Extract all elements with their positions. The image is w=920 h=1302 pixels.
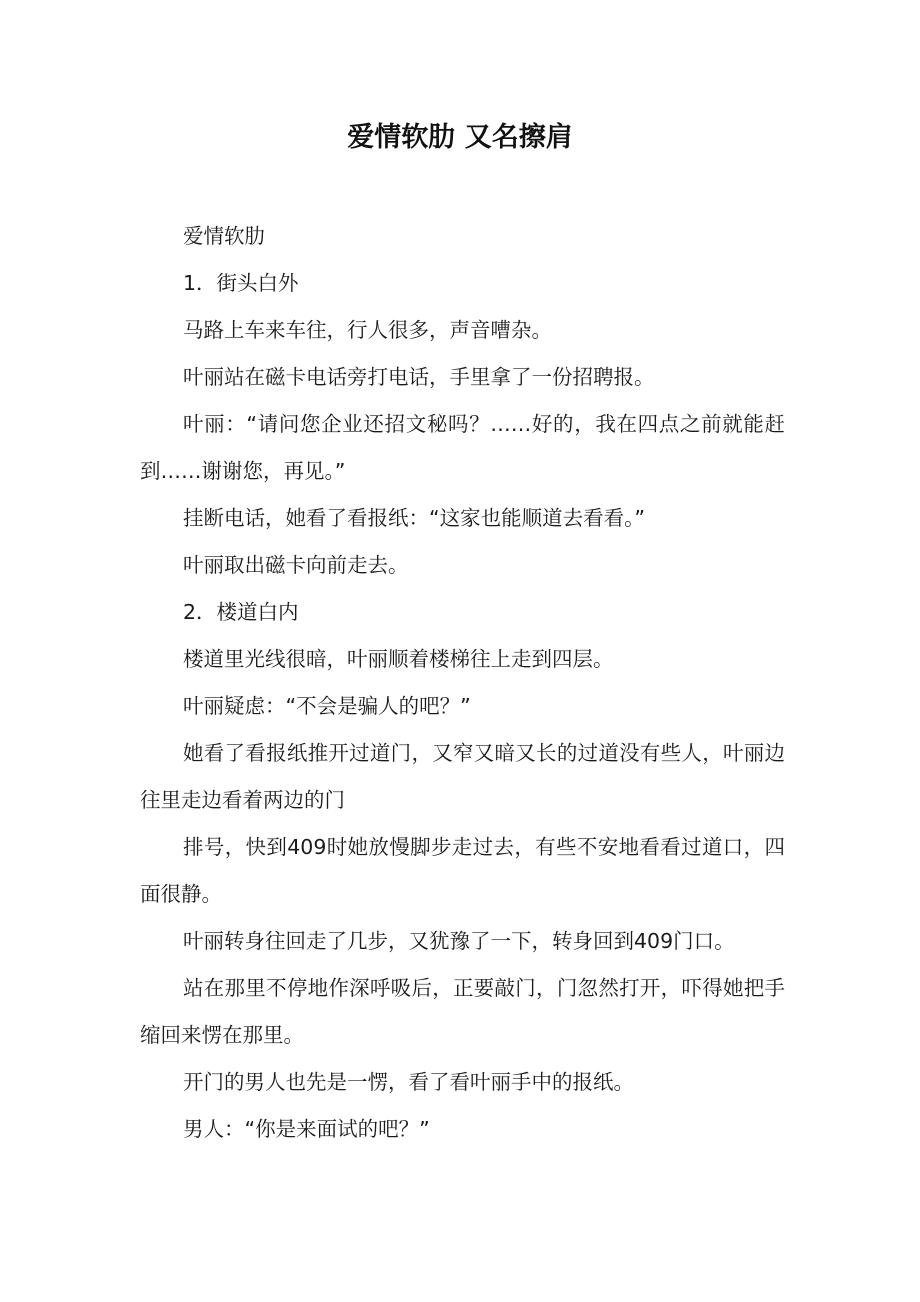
paragraph: 挂断电话，她看了看报纸：“这家也能顺道去看看。” (183, 506, 645, 530)
paragraph: 叶丽疑虑：“不会是骗人的吧？” (183, 694, 471, 718)
paragraph-scene-1-heading: 1．街头白外 (183, 271, 299, 295)
paragraph: 站在那里不停地作深呼吸后，正要敲门，门忽然打开，吓得她把手缩回来愣在那里。 (140, 976, 785, 1047)
paragraph: 叶丽转身往回走了几步，又犹豫了一下，转身回到409门口。 (183, 929, 735, 953)
paragraph: 叶丽取出磁卡向前走去。 (183, 553, 409, 577)
paragraph: 马路上车来车往，行人很多，声音嘈杂。 (183, 318, 552, 342)
paragraph: 叶丽：“请问您企业还招文秘吗？……好的，我在四点之前就能赶到……谢谢您，再见。” (140, 412, 785, 483)
paragraph: 排号，快到409时她放慢脚步走过去，有些不安地看看过道口，四面很静。 (140, 835, 785, 906)
document-body (140, 213, 785, 1153)
paragraph-scene-2-heading: 2．楼道白内 (183, 600, 299, 624)
paragraph: 开门的男人也先是一愣，看了看叶丽手中的报纸。 (183, 1070, 634, 1094)
paragraph-section-heading: 爱情软肋 (183, 224, 265, 248)
document-title: 爱情软肋 又名擦肩 (347, 122, 573, 153)
paragraph: 男人：“你是来面试的吧？” (183, 1117, 430, 1141)
paragraph: 叶丽站在磁卡电话旁打电话，手里拿了一份招聘报。 (183, 365, 655, 389)
paragraph: 楼道里光线很暗，叶丽顺着楼梯往上走到四层。 (183, 647, 614, 671)
paragraph: 她看了看报纸推开过道门，又窄又暗又长的过道没有些人，叶丽边往里走边看着两边的门 (140, 741, 785, 812)
